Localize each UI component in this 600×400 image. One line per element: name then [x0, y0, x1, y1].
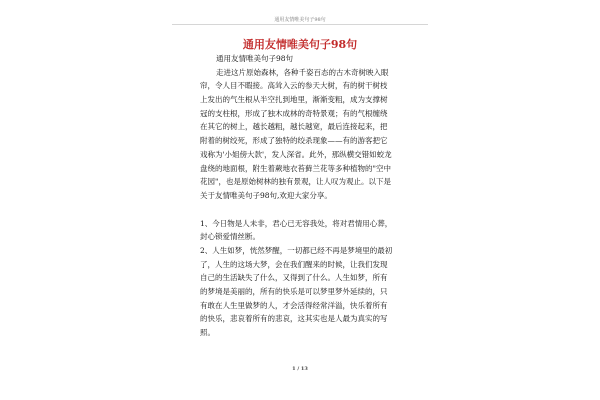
intro-line: 冠的支柱根，形成了独木成林的奇特景观；有的气根缠绕: [200, 108, 388, 118]
intro-line: 附着的树绞死，形成了独特的绞杀现象——有的游客把它: [200, 136, 388, 146]
list-item-line: 了，人生的这场大梦，会在我们醒来的时候，让我们发现: [200, 259, 388, 269]
intro-line: 盘绕的地面根，附生着蕨地衣苔藓兰花等多种植物的"空中: [200, 163, 391, 173]
list-item-line: 自己的生活缺失了什么，又得到了什么。人生如梦，所有: [200, 273, 388, 283]
list-item-line: 的快乐，悲哀着所有的悲哀，这其实也是人最为真实的写: [200, 314, 388, 324]
intro-line: 关于友情唯美句子98句,欢迎大家分享。: [200, 190, 332, 200]
intro-line: 戏称为'小姐傍大款'，发人深省。此外，那纵横交错如蛟龙: [200, 149, 392, 159]
list-item-line: 有敢在人生里做梦的人，才会活得经常洋溢，快乐着所有: [200, 300, 388, 310]
intro-line: 在其它的树上，越长越粗，越长越宽，最后连接起来，把: [200, 122, 388, 132]
document-body: [200, 52, 408, 340]
list-item-line: 照。: [200, 328, 215, 338]
list-item-line: 的梦境是美丽的，所有的快乐是可以梦里梦外延续的，只: [200, 287, 388, 296]
document-title: 通用友情唯美句子98句: [242, 38, 358, 51]
list-item-2: [200, 244, 408, 340]
paragraph-gap: [200, 203, 408, 217]
page-header: 通用友情唯美句子98句: [274, 17, 326, 23]
list-item-1: [200, 217, 408, 244]
list-item-line: 1、今日物是人未非，君心已无容我处，将对君情用心葬，: [200, 218, 393, 228]
page-indicator: 1 / 13: [292, 366, 308, 372]
list-item-line: 封心锁爱情丝断。: [200, 232, 260, 242]
subtitle-line: 通用友情唯美句子98句: [216, 54, 294, 63]
list-item-line: 2、人生如梦，恍然梦醒，一切都已经不再是梦境里的最初: [200, 245, 393, 255]
intro-line: 帘，令人目不暇接。高耸入云的参天大树，有的树干树枝: [200, 81, 388, 91]
intro-line: 走进这片原始森林，各种千姿百态的古木奇树映入眼: [216, 67, 389, 77]
header-divider: [172, 24, 428, 25]
intro-line: 上发出的气生根从半空扎到地里，渐渐变粗，成为支撑树: [200, 95, 388, 105]
intro-line: 花园"，也是原始树林的独有景观，让人叹为观止。以下是: [200, 177, 391, 187]
intro-paragraph: [200, 66, 408, 203]
